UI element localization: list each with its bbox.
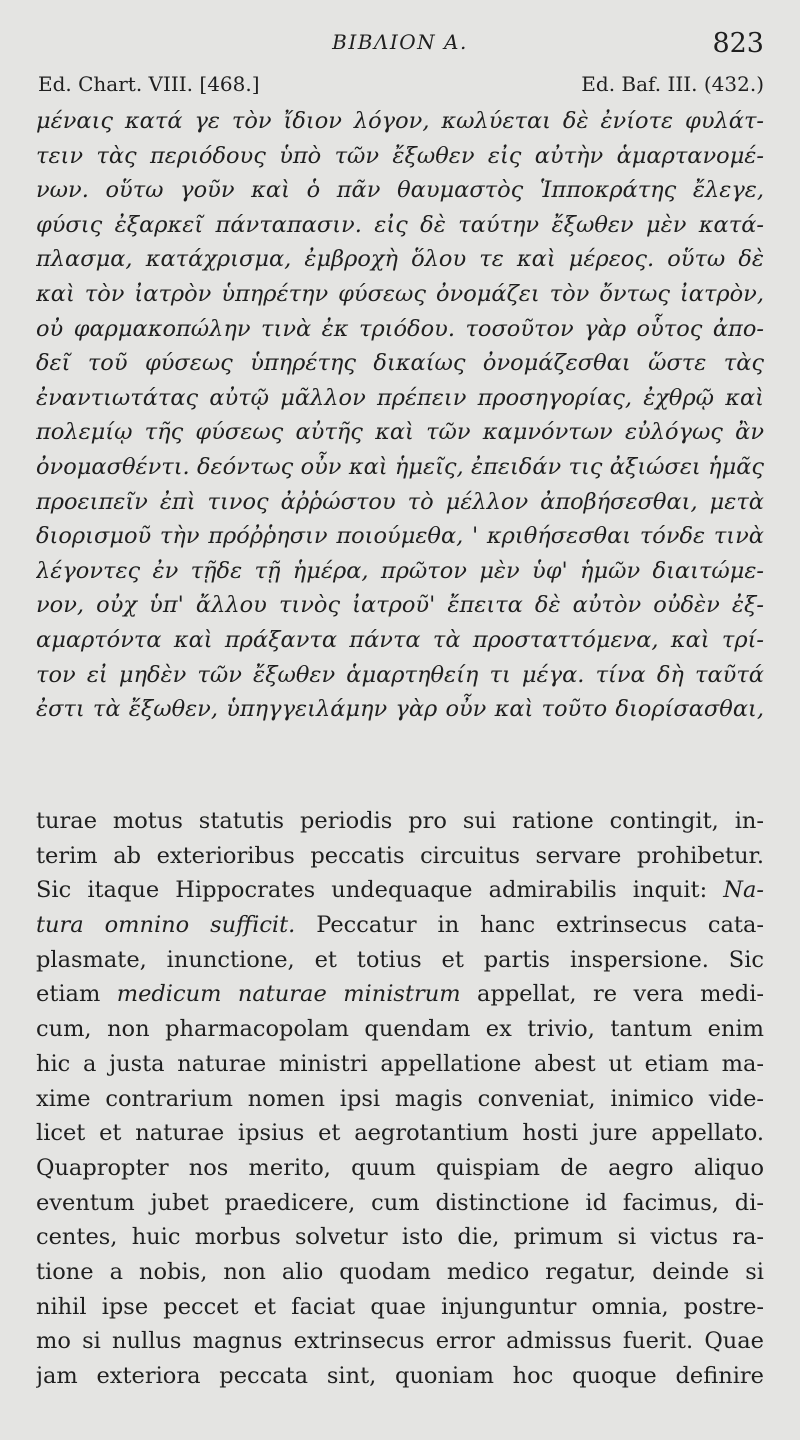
greek-line: νων. οὕτω γοῦν καὶ ὁ πᾶν θαυμαστὸς Ἱπποκράτης ἔλεγε, <box>36 177 764 204</box>
edition-reference-chartier: Ed. Chart. VIII. [468.] <box>38 72 260 96</box>
latin-line: plasmate, inunctione, et totius et partis inspersione. Sic <box>36 946 764 973</box>
latin-line: licet et naturae ipsius et aegrotantium hosti jure appellato. <box>36 1120 764 1147</box>
latin-line-segment: appellat, re vera medi- <box>477 981 764 1008</box>
latin-line: tione a nobis, non alio quodam medico regatur, deinde si <box>36 1258 764 1285</box>
latin-line <box>36 977 764 1012</box>
greek-line: τον εἰ μηδὲν τῶν ἔξωθεν ἁμαρτηθείη τι μέγα. τίνα δὴ ταῦτά <box>36 661 764 688</box>
greek-line: δεῖ τοῦ φύσεως ὑπηρέτης δικαίως ὀνομάζεσθαι ὥστε τὰς <box>36 350 764 377</box>
latin-line <box>36 908 764 943</box>
greek-text-block <box>36 104 764 727</box>
latin-line-segment: etiam <box>36 981 101 1008</box>
latin-line: centes, huic morbus solvetur isto die, primum si victus ra- <box>36 1224 764 1251</box>
latin-line: terim ab exterioribus peccatis circuitus servare prohibetur. <box>36 842 764 869</box>
latin-line: eventum jubet praedicere, cum distinctione id facimus, di- <box>36 1189 764 1216</box>
latin-line: turae motus statutis periodis pro sui ratione contingit, in- <box>36 808 764 834</box>
greek-line: προειπεῖν ἐπὶ τινος ἀῤῥώστου τὸ μέλλον ἀποβήσεσθαι, μετὰ <box>36 488 764 515</box>
latin-line: hic a justa naturae ministri appellatione abest ut etiam ma- <box>36 1050 764 1077</box>
latin-line-segment: Sic itaque Hippocrates undequaque admirabilis inquit: <box>36 877 708 904</box>
latin-text-block <box>36 804 764 1394</box>
greek-line: λέγοντες ἐν τῇδε τῇ ἡμέρα, πρῶτον μὲν ὑφ' ἡμῶν διαιτώμε- <box>36 557 764 584</box>
greek-line: πλασμα, κατάχρισμα, ἐμβροχὴ ὅλου τε καὶ μέρεος. οὕτω δὲ <box>36 246 764 273</box>
latin-line: Quapropter nos merito, quum quispiam de aegro aliquo <box>36 1154 764 1181</box>
latin-line: xime contrarium nomen ipsi magis conveniat, inimico vide- <box>36 1085 764 1112</box>
greek-line: διορισμοῦ τὴν πρόῤῥησιν ποιούμεθα, ' κριθήσεσθαι τόνδε τινὰ <box>36 523 764 550</box>
greek-line: φύσις ἐξαρκεῖ πάνταπασιν. εἰς δὲ ταύτην ἔξωθεν μὲν κατά- <box>36 211 764 238</box>
latin-italic-quote: Na- <box>723 877 764 904</box>
edition-reference-basel: Ed. Baf. III. (432.) <box>581 72 764 96</box>
latin-line: mo si nullus magnus extrinsecus error admissus fuerit. Quae <box>36 1328 764 1355</box>
latin-line <box>36 873 764 908</box>
greek-line: πολεμίῳ τῆς φύσεως αὐτῆς καὶ τῶν καμνόντων εὐλόγως ἂν <box>36 419 764 446</box>
running-title: ΒΙΒΛΙΟΝ Α. <box>332 30 468 54</box>
greek-line: μέναις κατά γε τὸν ἴδιον λόγον, κωλύεται δὲ ἐνίοτε φυλάτ- <box>36 108 764 134</box>
greek-line: ὀνομασθέντι. δεόντως οὖν καὶ ἡμεῖς, ἐπειδάν τις ἀξιώσει ἡμᾶς <box>36 453 764 480</box>
latin-italic-quote: tura omnino sufficit. <box>36 912 296 939</box>
latin-line: jam exteriora peccata sint, quoniam hoc quoque definire <box>36 1363 764 1389</box>
latin-line: cum, non pharmacopolam quendam ex trivio, tantum enim <box>36 1016 764 1043</box>
greek-line: οὐ φαρμακοπώλην τινὰ ἐκ τριόδου. τοσοῦτον γὰρ οὗτος ἀπο- <box>36 315 764 342</box>
latin-line: nihil ipse peccet et faciat quae injunguntur omnia, postre- <box>36 1293 764 1320</box>
page-number: 823 <box>712 28 764 59</box>
latin-line-segment: Peccatur in hanc extrinsecus cata- <box>316 912 764 939</box>
greek-line: ἐστι τὰ ἔξωθεν, ὑπηγγειλάμην γὰρ οὖν καὶ τοῦτο διορίσασθαι, <box>36 696 764 723</box>
greek-line: τειν τὰς περιόδους ὑπὸ τῶν ἔξωθεν εἰς αὐτὴν ἁμαρτανομέ- <box>36 142 764 169</box>
greek-line: νον, οὐχ ὑπ' ἄλλου τινὸς ἰατροῦ' ἔπειτα δὲ αὐτὸν οὐδὲν ἐξ- <box>36 592 764 619</box>
greek-line: αμαρτόντα καὶ πράξαντα πάντα τὰ προσταττόμενα, καὶ τρί- <box>36 626 764 653</box>
latin-italic-quote: medicum naturae ministrum <box>116 981 461 1008</box>
greek-line: καὶ τὸν ἰατρὸν ὑπηρέτην φύσεως ὀνομάζει τὸν ὄντως ἰατρὸν, <box>36 280 764 307</box>
greek-line: ἐναντιωτάτας αὐτῷ μᾶλλον πρέπειν προσηγορίας, ἐχθρῷ καὶ <box>36 384 764 411</box>
